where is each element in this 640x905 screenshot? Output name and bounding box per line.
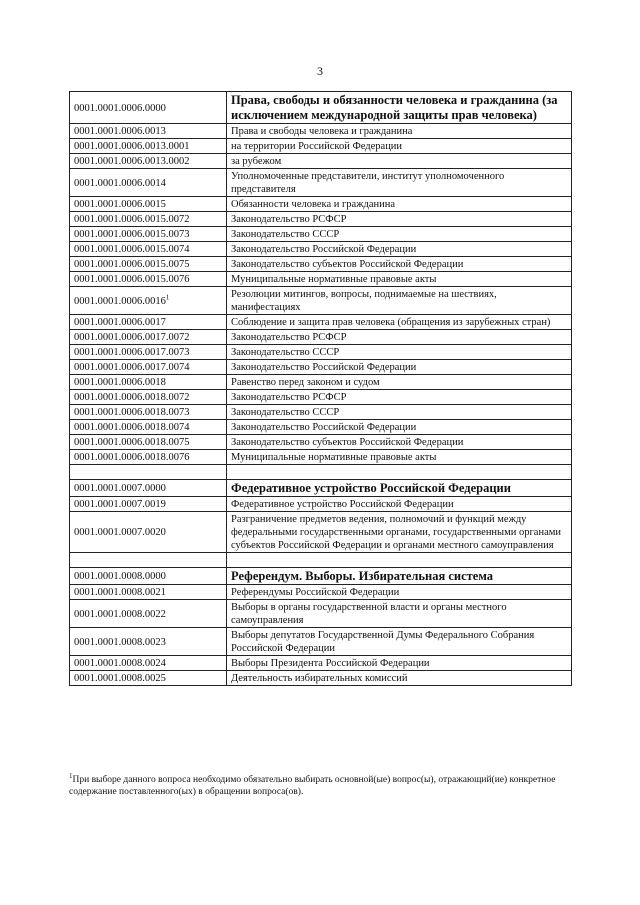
code-cell [70,671,227,686]
section-title-cell: Референдум. Выборы. Избирательная система [227,568,572,585]
table-row [70,420,572,435]
title-cell: Законодательство СССР [227,227,572,242]
code-text: 0001.0001.0008.0021 [74,587,166,598]
footnote-text: При выборе данного вопроса необходимо обязательно выбирать основной(ые) вопрос(ы), отражающий(ие) конкретное содержание поставленного(ых) в обращении вопроса(ов). [69,775,556,797]
title-cell: Законодательство субъектов Российской Федерации [227,435,572,450]
table-row [70,375,572,390]
code-cell [70,628,227,656]
code-cell [70,390,227,405]
title-cell: Законодательство Российской Федерации [227,242,572,257]
table-row [70,272,572,287]
code-text: 0001.0001.0006.0014 [74,177,166,189]
code-cell [70,375,227,390]
table-row [70,124,572,139]
table-row [70,450,572,465]
section-title-cell: Федеративное устройство Российской Федерации [227,480,572,497]
code-text: 0001.0001.0008.0022 [74,608,166,620]
code-cell [70,227,227,242]
title-cell: Соблюдение и защита прав человека (обращения из зарубежных стран) [227,315,572,330]
code-cell [70,360,227,375]
code-text: 0001.0001.0006.0015.0074 [74,244,190,255]
table-row [70,169,572,197]
table-row [70,497,572,512]
table-row [70,212,572,227]
code-cell [70,480,227,497]
classifier-table-body [70,92,572,686]
title-cell: Равенство перед законом и судом [227,375,572,390]
code-text: 0001.0001.0006.0015.0072 [74,214,190,225]
table-row [70,227,572,242]
section-header-row [70,480,572,497]
code-text: 0001.0001.0006.0017.0073 [74,347,190,358]
classifier-table [69,91,572,686]
title-cell: Муниципальные нормативные правовые акты [227,450,572,465]
footnote-mark: 1 [69,771,73,780]
spacer-row [70,553,572,568]
spacer-cell [70,465,227,480]
code-text: 0001.0001.0008.0025 [74,673,166,684]
section-header-row [70,568,572,585]
code-cell [70,435,227,450]
code-text: 0001.0001.0006.0018 [74,377,166,388]
title-cell: Муниципальные нормативные правовые акты [227,272,572,287]
code-text: 0001.0001.0006.0015.0076 [74,274,190,285]
spacer-cell [227,465,572,480]
table-row [70,600,572,628]
code-text: 0001.0001.0007.0019 [74,499,166,510]
code-text: 0001.0001.0006.0018.0074 [74,422,190,433]
title-cell: Законодательство субъектов Российской Федерации [227,257,572,272]
code-cell [70,124,227,139]
table-row [70,287,572,315]
table-row [70,154,572,169]
title-cell: Законодательство Российской Федерации [227,360,572,375]
code-text: 0001.0001.0008.0000 [74,571,166,582]
table-row [70,671,572,686]
title-cell: за рубежом [227,154,572,169]
code-text: 0001.0001.0006.0013.0001 [74,141,190,152]
code-text: 0001.0001.0006.0017 [74,317,166,328]
spacer-cell [227,553,572,568]
code-cell [70,197,227,212]
footnote [69,771,572,798]
code-cell [70,600,227,628]
code-cell [70,330,227,345]
title-cell: Выборы в органы государственной власти и органы местного самоуправления [227,600,572,628]
code-text: 0001.0001.0006.0016 [74,295,166,307]
title-cell: Законодательство СССР [227,345,572,360]
code-text: 0001.0001.0006.0018.0075 [74,437,190,448]
code-text: 0001.0001.0006.0018.0073 [74,407,190,418]
code-text: 0001.0001.0006.0015.0073 [74,229,190,240]
spacer-cell [70,553,227,568]
table-row [70,585,572,600]
code-text: 0001.0001.0007.0000 [74,483,166,494]
code-text: 0001.0001.0008.0023 [74,636,166,648]
table-row [70,435,572,450]
title-cell: Законодательство СССР [227,405,572,420]
code-text: 0001.0001.0006.0013.0002 [74,156,190,167]
spacer-row [70,465,572,480]
code-cell [70,585,227,600]
table-row [70,197,572,212]
table-row [70,257,572,272]
title-cell: Законодательство Российской Федерации [227,420,572,435]
page-number: 3 [317,64,323,78]
code-cell [70,512,227,553]
title-cell: Деятельность избирательных комиссий [227,671,572,686]
table-row [70,360,572,375]
title-cell: Законодательство РСФСР [227,390,572,405]
code-text: 0001.0001.0006.0018.0072 [74,392,190,403]
code-text: 0001.0001.0006.0015 [74,199,166,210]
table-row [70,390,572,405]
code-cell [70,212,227,227]
code-text: 0001.0001.0006.0018.0076 [74,452,190,463]
code-cell [70,568,227,585]
title-cell: Законодательство РСФСР [227,212,572,227]
code-text: 0001.0001.0008.0024 [74,658,166,669]
table-row [70,628,572,656]
code-cell [70,656,227,671]
code-cell [70,257,227,272]
table-row [70,345,572,360]
table-row [70,315,572,330]
section-title-cell: Права, свободы и обязанности человека и гражданина (за исключением международной защиты прав человека) [227,92,572,124]
code-text: 0001.0001.0006.0013 [74,126,166,137]
footnote-ref: 1 [165,293,170,301]
table-row [70,242,572,257]
title-cell: Права и свободы человека и гражданина [227,124,572,139]
code-text: 0001.0001.0006.0015.0075 [74,259,190,270]
code-text: 0001.0001.0006.0000 [74,102,166,114]
title-cell: Резолюции митингов, вопросы, поднимаемые на шествиях, манифестациях [227,287,572,315]
code-cell [70,242,227,257]
section-header-row [70,92,572,124]
code-cell [70,154,227,169]
table-row [70,330,572,345]
code-cell [70,315,227,330]
title-cell: на территории Российской Федерации [227,139,572,154]
title-cell: Референдумы Российской Федерации [227,585,572,600]
title-cell: Законодательство РСФСР [227,330,572,345]
table-row [70,139,572,154]
code-text: 0001.0001.0006.0017.0072 [74,332,190,343]
title-cell: Выборы депутатов Государственной Думы Федерального Собрания Российской Федерации [227,628,572,656]
code-cell [70,450,227,465]
table-row [70,512,572,553]
code-cell [70,497,227,512]
title-cell: Выборы Президента Российской Федерации [227,656,572,671]
title-cell: Уполномоченные представители, институт уполномоченного представителя [227,169,572,197]
code-text: 0001.0001.0006.0017.0074 [74,362,190,373]
title-cell: Обязанности человека и гражданина [227,197,572,212]
title-cell: Разграничение предметов ведения, полномочий и функций между федеральными государственными органами, государственными органами субъектов Российской Федерации и органами местного самоуправления [227,512,572,553]
code-cell [70,169,227,197]
code-cell [70,287,227,315]
code-cell [70,272,227,287]
code-cell [70,92,227,124]
code-cell [70,405,227,420]
code-cell [70,345,227,360]
code-text: 0001.0001.0007.0020 [74,527,166,538]
title-cell: Федеративное устройство Российской Федерации [227,497,572,512]
code-cell [70,139,227,154]
table-row [70,656,572,671]
table-row [70,405,572,420]
code-cell [70,420,227,435]
